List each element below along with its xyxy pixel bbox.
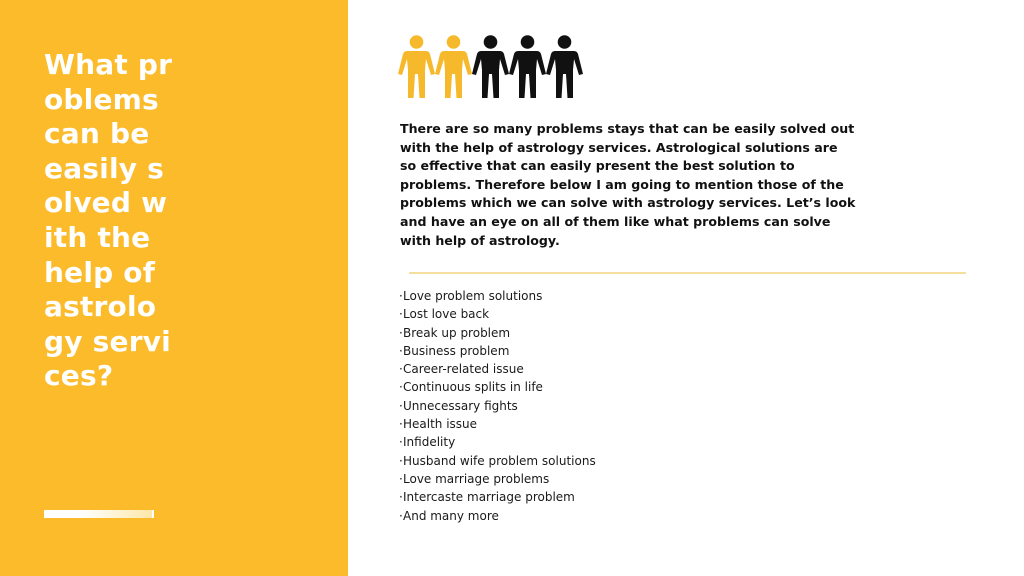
list-item [399, 397, 596, 415]
list-item-label: Lost love back [403, 307, 490, 322]
bullet-marker: · [399, 325, 403, 340]
list-item-label: Unnecessary fights [403, 398, 518, 413]
list-item [399, 287, 596, 305]
list-item [399, 488, 596, 506]
bullet-marker: · [399, 343, 403, 358]
list-item [399, 360, 596, 378]
person-icon [472, 34, 509, 100]
sidebar-panel [0, 0, 348, 576]
list-item [399, 342, 596, 360]
list-item [399, 452, 596, 470]
bullet-marker: · [399, 362, 403, 377]
person-icon [546, 34, 583, 100]
people-icon-group [398, 34, 583, 100]
list-item [399, 324, 596, 342]
intro-paragraph: There are so many problems stays that can be easily solved out with the help of astrology services. Astrological solutions are so effective that can easily present the best solution to problems. Therefore below I am going to mention those of the problems which we can solve with astrology services. Let’s look and have an eye on all of them like what problems can solve with help of astrology. [400, 121, 856, 248]
section-divider [409, 272, 966, 274]
bullet-marker: · [399, 471, 403, 486]
person-icon [435, 34, 472, 100]
list-item-label: Career-related issue [403, 362, 524, 377]
bullet-marker: · [399, 289, 403, 303]
bullet-marker: · [399, 417, 403, 432]
bullet-marker: · [399, 435, 403, 450]
list-item-label: Infidelity [403, 435, 456, 450]
accent-bar-tick [152, 510, 154, 518]
list-item [399, 305, 596, 323]
list-item [399, 433, 596, 451]
bullet-marker: · [399, 453, 403, 468]
person-icon [398, 34, 435, 100]
person-icon [509, 34, 546, 100]
bullet-marker: · [399, 307, 403, 322]
list-item [399, 378, 596, 396]
problem-list [399, 287, 596, 525]
list-item-label: Intercaste marriage problem [403, 490, 575, 505]
bullet-marker: · [399, 490, 403, 505]
bullet-marker: · [399, 380, 403, 395]
list-item-label: Break up problem [403, 325, 511, 340]
bullet-marker: · [399, 508, 403, 523]
list-item-label: Love marriage problems [403, 471, 550, 486]
list-item-label: Health issue [403, 417, 478, 432]
list-item-label: Continuous splits in life [403, 380, 543, 395]
list-item [399, 415, 596, 433]
list-item [399, 470, 596, 488]
list-item-label: Husband wife problem solutions [403, 453, 596, 468]
list-item [399, 507, 596, 525]
list-item-label: Business problem [403, 343, 510, 358]
accent-bar [44, 510, 152, 518]
page-title: What problems can be easily solved with the help of astrology services? [44, 48, 173, 393]
bullet-marker: · [399, 398, 403, 413]
list-item-label: Love problem solutions [403, 289, 543, 303]
list-item-label: And many more [403, 508, 499, 523]
